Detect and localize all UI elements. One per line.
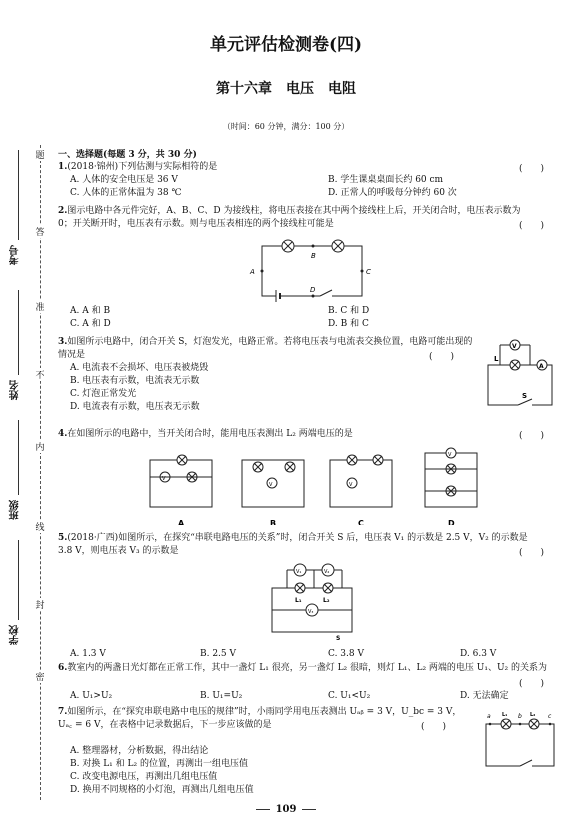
option-a: A. 1.3 V: [70, 649, 106, 659]
ammeter-label: A: [539, 363, 544, 370]
seal-char: 线: [34, 520, 46, 533]
question-number: 4.: [58, 429, 68, 439]
question-stem: 如图所示，在“探究串联电路中电压的规律”时，小雨同学用电压表测出 Uₐᵦ = 3 V，U_bc = 3 V，Uₐ꜀ = 6 V，在表格中记录数据后，下一步应该做的是: [58, 707, 462, 730]
option-b: B. 对换 L₁ 和 L₂ 的位置，再测出一组电压值: [70, 759, 248, 769]
voltmeter-symbol: V: [448, 452, 452, 458]
terminal-label: c: [548, 713, 552, 720]
option-b: B. 电压表有示数，电流表无示数: [70, 376, 200, 386]
school-label: 学校: [10, 625, 21, 645]
option-a: A. U₁>U₂: [70, 691, 113, 701]
answer-bracket: ( ): [518, 431, 544, 441]
voltmeter-symbol: V₂: [324, 569, 330, 575]
class-label: 班级: [10, 500, 21, 520]
terminal-label: C: [366, 268, 371, 276]
option-d: D. 6.3 V: [460, 649, 497, 659]
option-d: D. 换用不同规格的小灯泡，再测出几组电压值: [70, 785, 254, 795]
option-c: C. 人体的正常体温为 38 ℃: [70, 188, 182, 198]
question-number: 6.: [58, 663, 68, 673]
school-line: [18, 540, 19, 620]
lamp-label: L: [494, 355, 499, 363]
answer-bracket: ( ): [518, 221, 544, 231]
question-5: [58, 532, 528, 557]
seal-char: 不: [34, 368, 46, 381]
option-a: A. 电流表不会损坏、电压表被烧毁: [70, 363, 209, 373]
seal-char: 内: [34, 440, 46, 453]
voltmeter-symbol: V₃: [308, 609, 314, 615]
circuit-figure-q3: [480, 335, 560, 410]
terminal-label: A: [250, 268, 255, 276]
option-d-caption: D: [448, 519, 455, 525]
section-header: 一、选择题(每题 3 分，共 30 分): [58, 150, 197, 160]
seal-char: 答: [34, 225, 46, 238]
question-4: [58, 428, 540, 441]
seal-char: 封: [34, 598, 46, 611]
option-c-caption: C: [358, 519, 364, 525]
option-c: C. A 和 D: [70, 319, 111, 329]
question-stem: (2018·锦州)下列估测与实际相符的是: [67, 162, 218, 172]
option-a-caption: A: [178, 519, 185, 525]
seal-char: 题: [34, 148, 46, 161]
question-6: [58, 662, 558, 675]
option-d: D. 无法确定: [460, 691, 509, 701]
page-title: 单元评估检测卷(四): [209, 35, 363, 55]
option-b-caption: B: [270, 519, 277, 525]
seal-dashed-line: [40, 145, 41, 800]
page-number: 109: [0, 804, 572, 815]
question-stem: (2018·广西)如图所示，在探究“串联电路电压的关系”时，闭合开关 S 后，电压表 V₁ 的示数是 2.5 V，V₂ 的示数是 3.8 V，则电压表 V₃ 的示数是: [58, 533, 528, 556]
option-c: C. U₁<U₂: [328, 691, 371, 701]
terminal-label: a: [487, 713, 491, 720]
question-2: [58, 205, 528, 230]
switch-label: S: [522, 392, 528, 400]
voltmeter-symbol: V₁: [296, 569, 302, 575]
name-label: 姓名: [10, 380, 21, 400]
terminal-label: D: [310, 286, 316, 294]
option-b: B. 2.5 V: [200, 649, 237, 659]
voltmeter-symbol: V: [162, 476, 166, 482]
option-b: B. C 和 D: [328, 306, 370, 316]
lamp-label: L₂: [530, 712, 536, 718]
lamp-label: L₂: [323, 597, 330, 604]
question-1: [58, 161, 540, 174]
option-a: A. 整理器材，分析数据，得出结论: [70, 746, 209, 756]
option-a: A. A 和 B: [70, 306, 111, 316]
question-stem: 在如图所示的电路中，当开关闭合时，能用电压表测出 L₂ 两端电压的是: [67, 429, 353, 439]
question-stem: 图示电路中各元件完好，A、B、C、D 为接线柱，将电压表接在其中两个接线柱上后，开关闭合时，电压表示数为 0；开关断开时，电压表有示数。则与电压表相连的两个接线柱可能是: [58, 206, 521, 229]
option-a: A. 人体的安全电压是 36 V: [70, 175, 178, 185]
lamp-label: L₁: [502, 712, 508, 718]
option-d: D. B 和 C: [328, 319, 369, 329]
exam-number-label: 考号: [10, 245, 21, 265]
seal-char: 密: [34, 670, 46, 683]
option-c: C. 改变电源电压，再测出几组电压值: [70, 772, 218, 782]
class-line: [18, 420, 19, 495]
circuit-figures-q4: [140, 445, 480, 525]
option-b: B. 学生课桌桌面长约 60 cm: [328, 175, 444, 185]
option-d: D. 正常人的呼吸每分钟约 60 次: [328, 188, 457, 198]
option-b: B. U₁=U₂: [200, 691, 243, 701]
question-stem: 如图所示电路中，闭合开关 S，灯泡发光，电路正常。若将电压表与电流表交换位置，电路可能出现的情况是: [58, 337, 473, 360]
answer-bracket: ( ): [518, 164, 544, 174]
question-stem: 教室内的两盏日光灯都在正常工作，其中一盏灯 L₁ 很亮，另一盏灯 L₂ 很暗，则灯 L₁、L₂ 两端的电压 U₁、U₂ 的关系为: [67, 663, 548, 673]
option-d: D. 电流表有示数，电压表无示数: [70, 402, 200, 412]
switch-label: S: [336, 635, 341, 640]
question-number: 2.: [58, 206, 68, 216]
question-number: 5.: [58, 533, 68, 543]
seal-char: 准: [34, 300, 46, 313]
name-line: [18, 290, 19, 375]
answer-bracket: ( ): [428, 352, 454, 362]
circuit-figure-q2: [248, 236, 378, 302]
terminal-label: B: [311, 252, 316, 260]
question-number: 1.: [58, 162, 68, 172]
exam-number-line: [18, 150, 19, 240]
answer-bracket: ( ): [518, 548, 544, 558]
voltmeter-label: V: [512, 343, 517, 350]
question-3: [58, 336, 476, 361]
voltmeter-symbol: V: [349, 482, 353, 488]
question-number: 7.: [58, 707, 68, 717]
lamp-label: L₁: [295, 597, 302, 604]
circuit-figure-q7: [476, 706, 560, 772]
option-c: C. 3.8 V: [328, 649, 364, 659]
answer-bracket: ( ): [518, 679, 544, 689]
circuit-figure-q5: [262, 560, 362, 640]
voltmeter-symbol: V: [269, 482, 273, 488]
time-note: （时间：60 分钟，满分：100 分）: [222, 122, 350, 131]
question-7: [58, 706, 468, 731]
answer-bracket: ( ): [420, 722, 446, 732]
chapter-title: 第十六章 电压 电阻: [216, 81, 356, 97]
option-c: C. 灯泡正常发光: [70, 389, 137, 399]
question-number: 3.: [58, 337, 68, 347]
terminal-label: b: [518, 713, 522, 720]
